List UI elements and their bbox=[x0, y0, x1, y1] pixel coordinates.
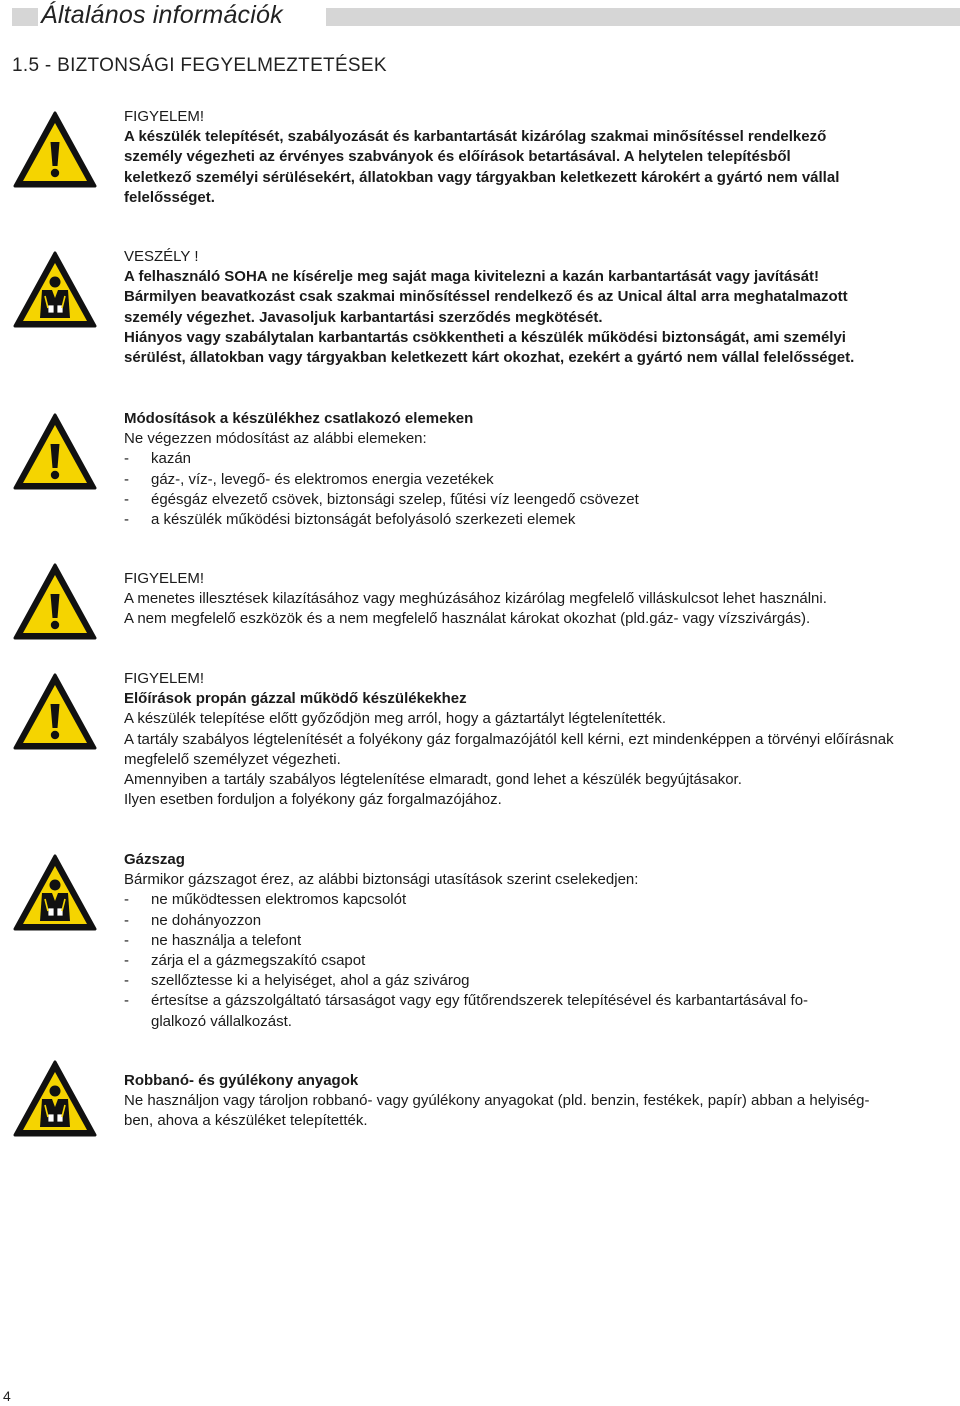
block-line: Hiányos vagy szabálytalan karbantartás csökkentheti a készülék működési biztonságát, ami személyi bbox=[124, 328, 846, 346]
list-item: - ne használja a telefont bbox=[124, 931, 956, 951]
header-bar-left bbox=[12, 8, 38, 26]
block-line: keletkező személyi sérülésekért, állatokban vagy tárgyakban keletkezett károkért a gyártó nem vállal bbox=[124, 168, 840, 186]
warning-block-general bbox=[124, 107, 956, 208]
exclamation-warning-icon bbox=[12, 672, 98, 752]
technician-warning-icon bbox=[12, 853, 98, 933]
gas-smell-block bbox=[124, 850, 956, 1032]
block-heading: Módosítások a készülékhez csatlakozó elemeken bbox=[124, 410, 474, 427]
page-number: 4 bbox=[3, 1388, 11, 1404]
modifications-block bbox=[124, 409, 956, 530]
list-item: - a készülék működési biztonságát befolyásoló szerkezeti elemek bbox=[124, 510, 956, 530]
block-line: A készülék telepítése előtt győződjön meg arról, hogy a gáztartályt légtelenítették. bbox=[124, 710, 666, 728]
block-line: A tartály szabályos légtelenítését a folyékony gáz forgalmazójától kell kérni, ezt mindenképpen a törvényi előírásnak bbox=[124, 730, 894, 748]
block-intro: Ne végezzen módosítást az alábbi elemeken: bbox=[124, 430, 427, 448]
danger-block-maintenance bbox=[124, 247, 956, 368]
propane-block bbox=[124, 669, 956, 810]
block-line: személy végezheti az érvényes szabványok és előírások betartásával. A helytelen telepítésből bbox=[124, 148, 791, 166]
block-line: Ilyen esetben forduljon a folyékony gáz forgalmazójához. bbox=[124, 791, 502, 809]
block-subheading: Előírások propán gázzal működő készülékekhez bbox=[124, 690, 467, 708]
block-intro: Bármikor gázszagot érez, az alábbi biztonsági utasítások szerint cselekedjen: bbox=[124, 871, 639, 889]
technician-warning-icon bbox=[12, 250, 98, 330]
block-line: A nem megfelelő eszközök és a nem megfelelő használat károkat okozhat (pld.gáz- vagy vízszivárgás). bbox=[124, 610, 811, 628]
list-item: - szellőztesse ki a helyiséget, ahol a gáz szivárog bbox=[124, 971, 956, 991]
gas-smell-list bbox=[124, 890, 956, 1031]
block-line: sérülést, állatokban vagy tárgyakban keletkezett kárt okozhat, ezekért a gyártó nem vállal felelősséget. bbox=[124, 349, 855, 367]
block-line: A menetes illesztések kilazításához vagy meghúzásához kizárólag megfelelő villáskulcsot lehet használni. bbox=[124, 590, 827, 608]
block-line: megfelelő személyzet végezheti. bbox=[124, 750, 341, 768]
technician-warning-icon bbox=[12, 1059, 98, 1139]
block-heading: Robbanó- és gyúlékony anyagok bbox=[124, 1072, 359, 1089]
header-bar-right bbox=[326, 8, 960, 26]
section-title: 1.5 - BIZTONSÁGI FEGYELMEZTETÉSEK bbox=[12, 55, 387, 76]
block-line: személy végezhet. Javasoljuk karbantartási szerződés megkötését. bbox=[124, 308, 603, 326]
block-heading: VESZÉLY ! bbox=[124, 248, 199, 265]
page-header bbox=[0, 0, 960, 34]
block-line: Amennyiben a tartály szabályos légtelenítése elmaradt, gond lehet a készülék begyújtásakor. bbox=[124, 771, 742, 789]
block-line: Bármilyen beavatkozást csak szakmai minősítéssel rendelkező és az Unical által arra meghatalmazott bbox=[124, 288, 848, 306]
block-line: Ne használjon vagy tároljon robbanó- vagy gyúlékony anyagokat (pld. benzin, festékek, papír) abban a helyiség- bbox=[124, 1092, 870, 1110]
block-line: ben, ahova a készüléket telepítették. bbox=[124, 1112, 368, 1130]
modifications-list bbox=[124, 449, 956, 530]
block-line: felelősséget. bbox=[124, 188, 215, 206]
flammable-materials-block bbox=[124, 1071, 956, 1132]
list-item: - gáz-, víz-, levegő- és elektromos energia vezetékek bbox=[124, 470, 956, 490]
exclamation-warning-icon bbox=[12, 412, 98, 492]
exclamation-warning-icon bbox=[12, 562, 98, 642]
block-heading: FIGYELEM! bbox=[124, 570, 205, 587]
block-line: A készülék telepítését, szabályozását és karbantartását kizárólag szakmai minősítéssel rendelkező bbox=[124, 128, 827, 146]
list-item: - zárja el a gázmegszakító csapot bbox=[124, 951, 956, 971]
list-item: - égésgáz elvezető csövek, biztonsági szelep, fűtési víz leengedő csövezet bbox=[124, 490, 956, 510]
list-item: - ne működtessen elektromos kapcsolót bbox=[124, 890, 956, 910]
block-heading: Gázszag bbox=[124, 851, 185, 868]
exclamation-warning-icon bbox=[12, 110, 98, 190]
list-item: - értesítse a gázszolgáltató társaságot vagy egy fűtőrendszerek telepítésével és karbantartásával fo- glalkozó vállalkozást. bbox=[124, 991, 956, 1031]
list-item: - kazán bbox=[124, 449, 956, 469]
block-heading: FIGYELEM! bbox=[124, 108, 205, 125]
list-item: - ne dohányozzon bbox=[124, 911, 956, 931]
block-line: A felhasználó SOHA ne kísérelje meg saját maga kivitelezni a kazán karbantartását vagy javítását! bbox=[124, 268, 820, 286]
header-title: Általános információk bbox=[41, 1, 283, 29]
threaded-joints-block bbox=[124, 569, 956, 630]
block-heading: FIGYELEM! bbox=[124, 670, 205, 687]
